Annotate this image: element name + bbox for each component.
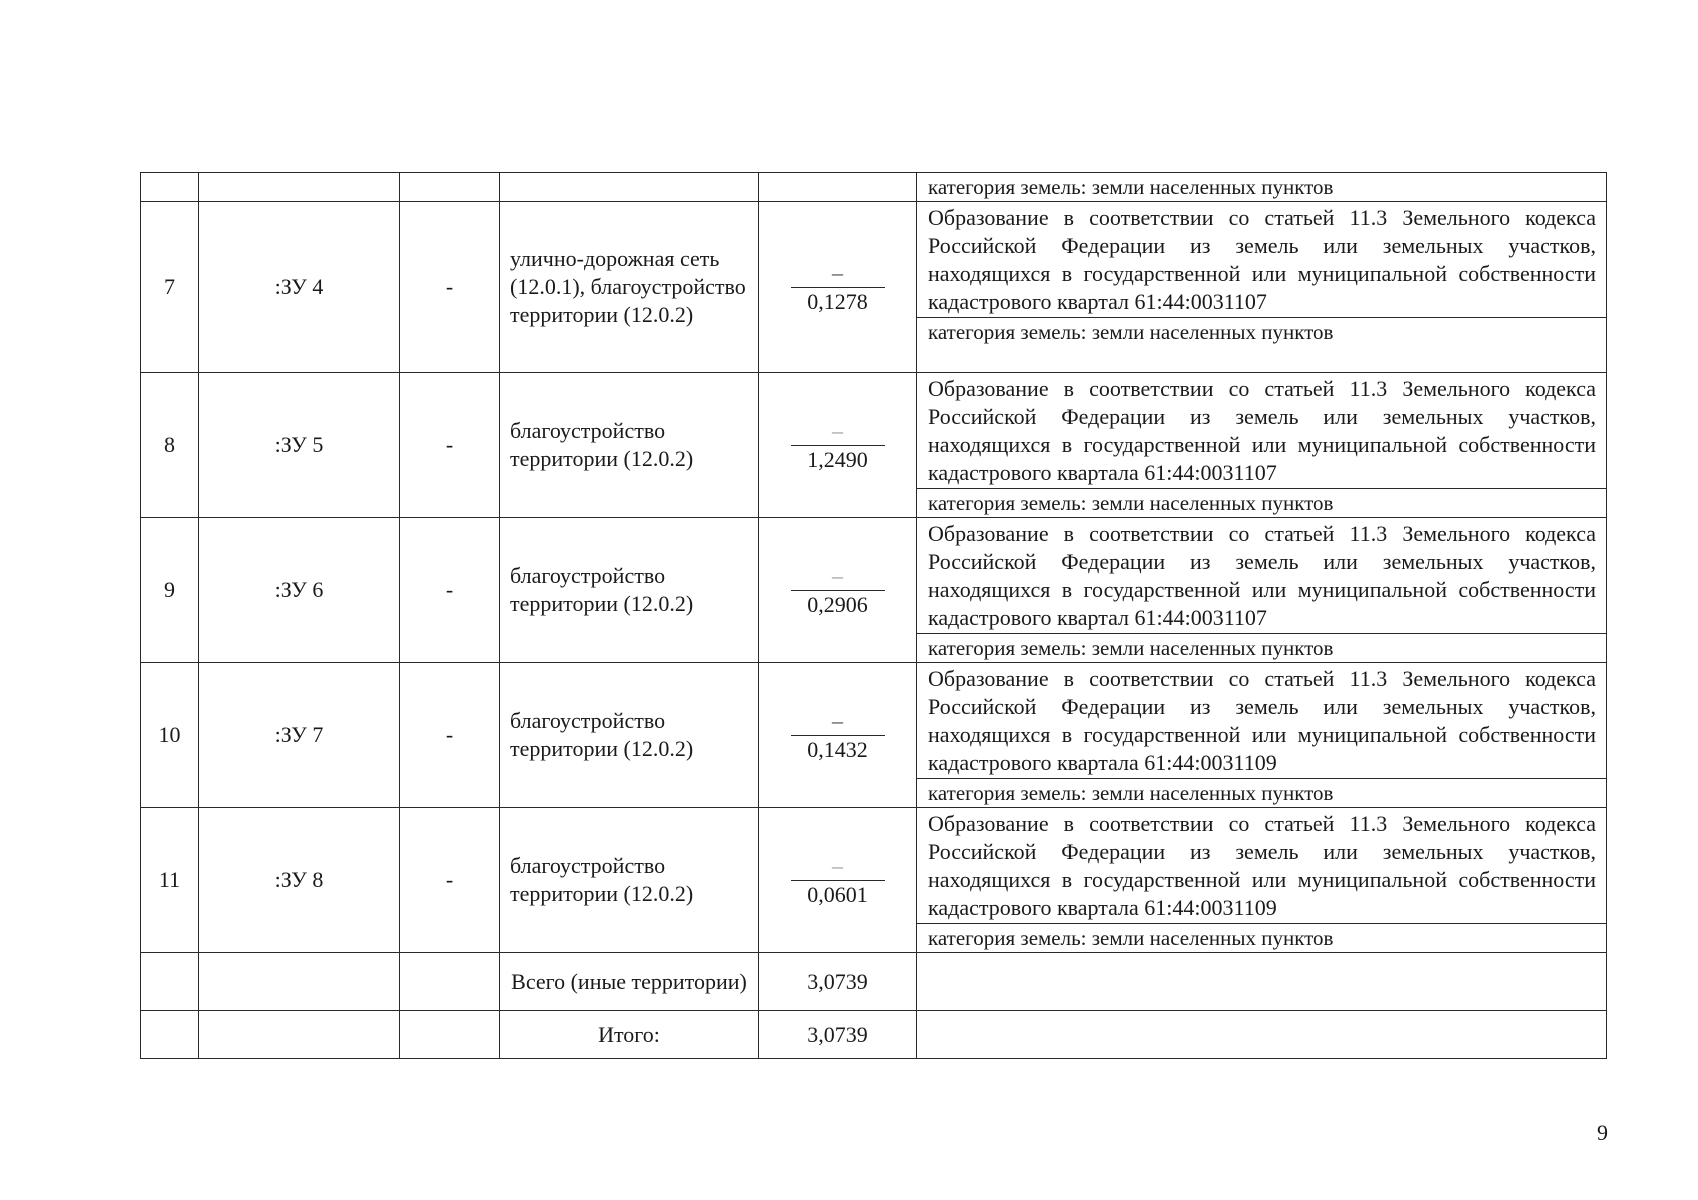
area-new: 1,2490 — [807, 446, 868, 472]
area-fraction — [791, 852, 885, 909]
area-fraction — [791, 707, 885, 764]
permitted-use: улично-дорожная сеть (12.0.1), благоустройство территории (12.0.2) — [500, 202, 759, 373]
table-row — [141, 808, 1607, 953]
subtotal-label: Всего (иные территории) — [500, 953, 759, 1011]
table-row-continued — [141, 173, 1607, 202]
area-existing: – — [791, 562, 885, 591]
table-row — [141, 373, 1607, 518]
land-category: категория земель: земли населенных пунктов — [928, 926, 1334, 950]
area-existing: – — [791, 259, 885, 288]
table-row — [141, 663, 1607, 808]
area-existing: – — [791, 707, 885, 736]
permitted-use: благоустройство территории (12.0.2) — [500, 373, 759, 518]
area-fraction — [791, 259, 885, 316]
subtotal-area: 3,0739 — [759, 953, 917, 1011]
permitted-use: благоустройство территории (12.0.2) — [500, 663, 759, 808]
row-number: 8 — [141, 373, 199, 518]
cell-dash — [400, 173, 500, 202]
cell-num — [141, 953, 199, 1011]
land-plots-table — [140, 172, 1607, 1059]
land-category: категория земель: земли населенных пунктов — [928, 781, 1334, 805]
row-number: 11 — [141, 808, 199, 953]
area-new: 0,0601 — [807, 881, 868, 907]
cadastral-number: - — [400, 373, 500, 518]
cadastral-number: - — [400, 663, 500, 808]
total-row — [141, 1011, 1607, 1059]
area-new: 0,1432 — [807, 736, 868, 762]
total-label: Итого: — [500, 1011, 759, 1059]
area-new: 0,2906 — [807, 591, 868, 617]
cadastral-number: - — [400, 202, 500, 373]
cell-dash — [400, 1011, 500, 1059]
permitted-use: благоустройство территории (12.0.2) — [500, 518, 759, 663]
cadastral-number: - — [400, 518, 500, 663]
area-new: 0,1278 — [807, 288, 868, 314]
cell-zu — [199, 173, 400, 202]
cell-use — [500, 173, 759, 202]
cell-notes — [917, 373, 1607, 518]
table-row — [141, 518, 1607, 663]
formation-description: Образование в соответствии со статьей 11.3 Земельного кодекса Российской Федерации из земель или земельных участков, находящихся в государственной или муниципальной собственности кадастрового квартал 61:44:0031107 — [917, 202, 1606, 318]
cell-num — [141, 1011, 199, 1059]
row-number: 7 — [141, 202, 199, 373]
permitted-use: благоустройство территории (12.0.2) — [500, 808, 759, 953]
plot-area — [759, 663, 917, 808]
formation-description: Образование в соответствии со статьей 11.3 Земельного кодекса Российской Федерации из земель или земельных участков, находящихся в государственной или муниципальной собственности кадастрового квартала 61:44:0031107 — [917, 373, 1606, 489]
row-number: 9 — [141, 518, 199, 663]
plot-designation: :ЗУ 5 — [199, 373, 400, 518]
cell-notes — [917, 808, 1607, 953]
table-row — [141, 202, 1607, 373]
subtotal-row — [141, 953, 1607, 1011]
row-number: 10 — [141, 663, 199, 808]
formation-description: Образование в соответствии со статьей 11.3 Земельного кодекса Российской Федерации из земель или земельных участков, находящихся в государственной или муниципальной собственности кадастрового квартал 61:44:0031107 — [917, 518, 1606, 634]
cell-notes — [917, 663, 1607, 808]
plot-area — [759, 202, 917, 373]
page-number: 9 — [1597, 1120, 1608, 1145]
area-fraction — [791, 562, 885, 619]
land-category: категория земель: земли населенных пунктов — [928, 491, 1334, 515]
land-category: категория земель: земли населенных пунктов — [928, 320, 1334, 344]
formation-description: Образование в соответствии со статьей 11.3 Земельного кодекса Российской Федерации из земель или земельных участков, находящихся в государственной или муниципальной собственности кадастрового квартала 61:44:0031109 — [917, 663, 1606, 779]
cell-zu — [199, 1011, 400, 1059]
area-existing: – — [791, 417, 885, 446]
plot-area — [759, 518, 917, 663]
cell-dash — [400, 953, 500, 1011]
area-existing: – — [791, 852, 885, 881]
plot-designation: :ЗУ 7 — [199, 663, 400, 808]
cell-num — [141, 173, 199, 202]
plot-designation: :ЗУ 6 — [199, 518, 400, 663]
plot-area — [759, 808, 917, 953]
plot-area — [759, 373, 917, 518]
cell-area — [759, 173, 917, 202]
cadastral-number: - — [400, 808, 500, 953]
cell-notes — [917, 518, 1607, 663]
total-area: 3,0739 — [759, 1011, 917, 1059]
cell-notes — [917, 202, 1607, 373]
formation-description: Образование в соответствии со статьей 11.3 Земельного кодекса Российской Федерации из земель или земельных участков, находящихся в государственной или муниципальной собственности кадастрового квартала 61:44:0031109 — [917, 808, 1606, 924]
plot-designation: :ЗУ 8 — [199, 808, 400, 953]
area-fraction — [791, 417, 885, 474]
land-category: категория земель: земли населенных пунктов — [928, 636, 1334, 660]
cell-notes — [917, 953, 1607, 1011]
cell-notes — [917, 1011, 1607, 1059]
plot-designation: :ЗУ 4 — [199, 202, 400, 373]
cell-notes — [917, 173, 1607, 202]
land-category: категория земель: земли населенных пунктов — [928, 175, 1334, 199]
cell-zu — [199, 953, 400, 1011]
